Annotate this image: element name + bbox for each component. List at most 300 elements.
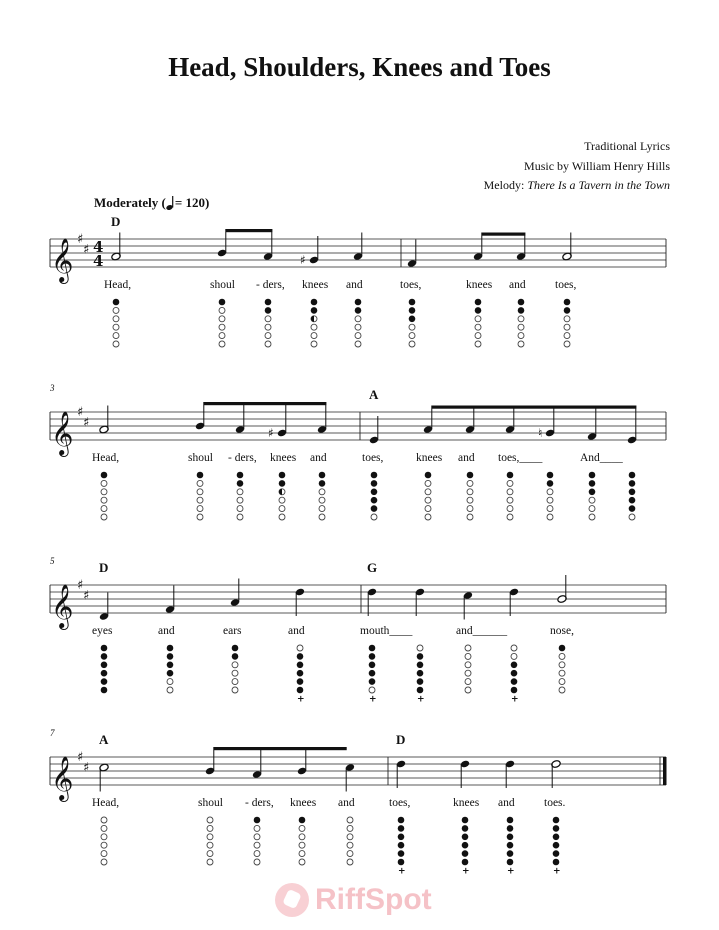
lyric-syllable: toes, [400, 279, 422, 291]
hole-open [265, 316, 271, 322]
lyric-syllable: shoul [188, 452, 213, 464]
hole-open [511, 653, 517, 659]
hole-open [507, 480, 513, 486]
hole-open [279, 497, 285, 503]
hole-closed [417, 687, 424, 694]
hole-open [417, 645, 423, 651]
hole-open [254, 851, 260, 857]
hole-open [347, 851, 353, 857]
hole-closed [297, 678, 304, 685]
hole-open [237, 514, 243, 520]
hole-closed [369, 678, 376, 685]
hole-closed [553, 825, 560, 832]
lyric-syllable: and [509, 279, 526, 291]
treble-clef-icon: 𝄞 [51, 238, 74, 282]
hole-open [101, 859, 107, 865]
hole-open [113, 341, 119, 347]
hole-open [219, 324, 225, 330]
lyrics-credit: Traditional Lyrics [584, 139, 670, 153]
hole-open [219, 316, 225, 322]
hole-open [101, 834, 107, 840]
lyric-syllable: knees [453, 797, 480, 809]
hole-open [279, 514, 285, 520]
hole-closed [475, 307, 482, 314]
lyric-syllable: nose, [550, 625, 574, 637]
note [362, 416, 384, 520]
key-sharp-c: ♯ [83, 242, 90, 258]
hole-closed [167, 670, 174, 677]
lyric-syllable: and [346, 279, 363, 291]
measure-number: 3 [50, 383, 55, 393]
hole-open [589, 514, 595, 520]
hole-closed [417, 670, 424, 677]
hole-closed [409, 299, 416, 306]
hole-closed [564, 307, 571, 314]
hole-open [167, 687, 173, 693]
sharp-accidental: ♯ [268, 426, 274, 440]
hole-closed [462, 859, 469, 866]
hole-open [518, 333, 524, 339]
hole-closed [507, 859, 514, 866]
lyric-syllable: and [338, 797, 355, 809]
note [415, 588, 425, 705]
hole-open [319, 497, 325, 503]
octave-plus-mark: + [507, 866, 515, 877]
hole-closed [311, 307, 318, 314]
lyric-syllable: toes, [555, 279, 577, 291]
hole-open [465, 653, 471, 659]
chord-symbol: D [99, 560, 109, 575]
hole-closed [511, 678, 518, 685]
note [104, 233, 131, 348]
key-sharp-f: ♯ [77, 578, 84, 593]
hole-open [355, 316, 361, 322]
hole-open [371, 514, 377, 520]
hole-open [347, 859, 353, 865]
hole-open [465, 670, 471, 676]
hole-open [425, 489, 431, 495]
hole-closed [409, 316, 416, 323]
note [210, 229, 235, 347]
hole-open [197, 514, 203, 520]
lyric-syllable: and [498, 797, 515, 809]
octave-plus-mark: + [369, 694, 377, 705]
hole-open [467, 497, 473, 503]
riffspot-logo [275, 880, 432, 920]
hole-open [219, 307, 225, 313]
hole-closed [254, 817, 261, 824]
hole-closed [371, 472, 378, 479]
hole-closed [629, 489, 636, 496]
hole-closed [417, 662, 424, 669]
hole-open [564, 333, 570, 339]
hole-open [369, 687, 375, 693]
lyric-syllable: knees [290, 797, 317, 809]
hole-open [207, 817, 213, 823]
hole-open [589, 497, 595, 503]
sharp-accidental: ♯ [300, 253, 306, 267]
note [310, 406, 327, 521]
note [498, 406, 543, 521]
guitar-pick-icon [275, 883, 309, 917]
hole-open [559, 662, 565, 668]
hole-closed [629, 480, 636, 487]
hole-open [347, 825, 353, 831]
hole-open [197, 506, 203, 512]
hole-open [467, 514, 473, 520]
hole-open [547, 497, 553, 503]
hole-open [101, 514, 107, 520]
hole-open [564, 341, 570, 347]
hole-closed [197, 472, 204, 479]
time-sig-bottom: 4 [93, 252, 104, 270]
hole-open [207, 842, 213, 848]
hole-closed [369, 670, 376, 677]
hole-open [237, 489, 243, 495]
hole-closed [101, 678, 108, 685]
hole-closed [417, 653, 424, 660]
hole-open [311, 324, 317, 330]
lyric-syllable: - ders, [228, 452, 257, 464]
hole-closed [369, 662, 376, 669]
hole-closed [232, 653, 239, 660]
hole-closed [462, 817, 469, 824]
hole-closed [113, 299, 120, 306]
hole-open [518, 324, 524, 330]
octave-plus-mark: + [553, 866, 561, 877]
note [544, 760, 566, 877]
hole-open [467, 506, 473, 512]
note [198, 747, 223, 865]
hole-open [467, 489, 473, 495]
hole-open [319, 514, 325, 520]
hole-closed [237, 480, 244, 487]
hole-closed [101, 670, 108, 677]
hole-closed [398, 834, 405, 841]
hole-open [564, 324, 570, 330]
beam [226, 229, 272, 232]
note [92, 593, 113, 694]
hole-closed [518, 307, 525, 314]
hole-open [232, 670, 238, 676]
hole-open [167, 679, 173, 685]
hole-open [207, 825, 213, 831]
key-sharp-c: ♯ [83, 760, 90, 776]
hole-open [559, 653, 565, 659]
hole-closed [319, 480, 326, 487]
hole-closed [589, 472, 596, 479]
hole-open [507, 506, 513, 512]
tempo-open-paren: ( [161, 195, 166, 210]
staff-system-2 [49, 383, 666, 520]
chord-symbol: G [367, 560, 378, 575]
hole-closed [371, 480, 378, 487]
lyric-syllable: and [310, 452, 327, 464]
hole-open [465, 662, 471, 668]
beam [482, 233, 526, 236]
hole-open [207, 859, 213, 865]
hole-closed [507, 817, 514, 824]
hole-open [518, 316, 524, 322]
note [453, 760, 480, 877]
hole-open [254, 859, 260, 865]
hole-open [265, 324, 271, 330]
hole-closed [417, 678, 424, 685]
hole-closed [553, 817, 560, 824]
time-sig-top: 4 [93, 238, 104, 256]
hole-closed [279, 480, 286, 487]
hole-closed [265, 307, 272, 314]
lyric-syllable: ears [223, 625, 242, 637]
hole-closed [462, 850, 469, 857]
note [92, 406, 119, 521]
hole-closed [398, 825, 405, 832]
treble-clef-icon: 𝄞 [51, 411, 74, 455]
melody-title: There Is a Tavern in the Town [527, 178, 670, 192]
hole-open [589, 506, 595, 512]
hole-open [559, 679, 565, 685]
note [580, 413, 623, 521]
hole-open [409, 324, 415, 330]
hole-closed [369, 645, 376, 652]
lyric-syllable: toes,____ [498, 452, 543, 464]
hole-closed [507, 825, 514, 832]
note [458, 406, 475, 521]
beam [214, 747, 347, 750]
beam [204, 402, 326, 405]
lyric-syllable: Head, [92, 452, 120, 464]
lyric-syllable: shoul [198, 797, 223, 809]
song-title: Head, Shoulders, Knees and Toes [168, 52, 551, 82]
note [555, 233, 577, 348]
lyric-syllable: mouth____ [360, 625, 413, 637]
lyric-syllable: and [288, 625, 305, 637]
hole-open [101, 851, 107, 857]
hole-closed [553, 859, 560, 866]
hole-open [355, 324, 361, 330]
note [158, 586, 175, 694]
hole-closed [398, 817, 405, 824]
hole-open [475, 316, 481, 322]
hole-open [465, 645, 471, 651]
hole-closed [559, 645, 566, 652]
hole-closed [232, 645, 239, 652]
tempo-close-paren: ) [205, 195, 210, 210]
note [498, 760, 515, 877]
lyric-syllable: - ders, [256, 279, 285, 291]
octave-plus-mark: + [417, 694, 425, 705]
hole-closed [629, 497, 636, 504]
hole-closed [409, 307, 416, 314]
hole-open [319, 506, 325, 512]
note [550, 575, 574, 693]
hole-closed [371, 497, 378, 504]
hole-closed [425, 472, 432, 479]
lyric-syllable: - ders, [245, 797, 274, 809]
hole-open [547, 506, 553, 512]
hole-open [232, 687, 238, 693]
lyric-syllable: and______ [456, 625, 508, 637]
hole-closed [369, 653, 376, 660]
note [223, 579, 242, 694]
hole-closed [237, 472, 244, 479]
hole-closed [167, 662, 174, 669]
note [256, 233, 285, 348]
hole-closed [297, 670, 304, 677]
note [290, 747, 317, 865]
key-sharp-f: ♯ [77, 405, 84, 420]
octave-plus-mark: + [462, 866, 470, 877]
hole-open [465, 679, 471, 685]
hole-open [113, 324, 119, 330]
hole-closed [398, 859, 405, 866]
treble-clef-icon: 𝄞 [51, 584, 74, 628]
octave-plus-mark: + [297, 694, 305, 705]
hole-closed [279, 472, 286, 479]
note [400, 240, 422, 348]
lyric-syllable: Head, [92, 797, 120, 809]
lyric-syllable: and [158, 625, 175, 637]
hole-closed [311, 299, 318, 306]
hole-open [232, 662, 238, 668]
hole-open [237, 506, 243, 512]
key-sharp-c: ♯ [83, 415, 90, 431]
hole-closed [167, 645, 174, 652]
hole-open [475, 324, 481, 330]
hole-closed [629, 505, 636, 512]
treble-clef-icon: 𝄞 [51, 756, 74, 800]
hole-open [279, 506, 285, 512]
note [466, 233, 493, 348]
hole-open [559, 687, 565, 693]
hole-closed [101, 653, 108, 660]
hole-open [518, 341, 524, 347]
hole-open [265, 341, 271, 347]
hole-open [564, 316, 570, 322]
hole-open [219, 341, 225, 347]
hole-open [347, 842, 353, 848]
key-sharp-f: ♯ [77, 750, 84, 765]
hole-closed [398, 842, 405, 849]
hole-open [299, 834, 305, 840]
hole-closed [547, 472, 554, 479]
hole-closed [101, 662, 108, 669]
hole-closed [371, 505, 378, 512]
music-credit: Music by William Henry Hills [524, 158, 670, 173]
hole-closed [547, 480, 554, 487]
hole-open [101, 489, 107, 495]
measure-number: 7 [50, 728, 55, 738]
hole-open [197, 497, 203, 503]
hole-open [355, 333, 361, 339]
lyric-syllable: knees [270, 452, 297, 464]
hole-closed [511, 670, 518, 677]
hole-open [319, 489, 325, 495]
hole-open [507, 514, 513, 520]
hole-open [355, 341, 361, 347]
hole-open [629, 514, 635, 520]
lyric-syllable: Head, [104, 279, 132, 291]
tempo-text: Moderately [94, 195, 159, 210]
octave-plus-mark: + [511, 694, 519, 705]
hole-closed [511, 662, 518, 669]
hole-closed [101, 472, 108, 479]
hole-open [299, 859, 305, 865]
hole-open [409, 333, 415, 339]
hole-open [113, 316, 119, 322]
hole-open [219, 333, 225, 339]
hole-open [101, 825, 107, 831]
hole-closed [371, 489, 378, 496]
hole-open [425, 514, 431, 520]
hole-closed [507, 472, 514, 479]
lyric-syllable: toes, [389, 797, 411, 809]
note [228, 406, 257, 521]
hole-closed [564, 299, 571, 306]
hole-closed [467, 472, 474, 479]
hole-open [113, 333, 119, 339]
hole-closed [265, 299, 272, 306]
lyric-syllable: knees [302, 279, 329, 291]
key-sharp-f: ♯ [77, 232, 84, 247]
hole-closed [101, 687, 108, 694]
hole-open [113, 307, 119, 313]
hole-open [467, 480, 473, 486]
hole-closed [297, 653, 304, 660]
staff-system-1 [50, 214, 666, 347]
hole-open [197, 489, 203, 495]
hole-closed [219, 299, 226, 306]
lyric-syllable: knees [466, 279, 493, 291]
hole-closed [299, 817, 306, 824]
hole-closed [355, 299, 362, 306]
hole-closed [297, 687, 304, 694]
hole-closed [297, 662, 304, 669]
hole-open [507, 489, 513, 495]
measure-number: 5 [50, 556, 55, 566]
chord-symbol: A [369, 387, 379, 402]
hole-open [347, 817, 353, 823]
hole-open [347, 834, 353, 840]
note [188, 402, 213, 520]
hole-open [232, 679, 238, 685]
hole-open [101, 842, 107, 848]
staff-system-3 [50, 556, 666, 930]
hole-open [254, 825, 260, 831]
note [416, 406, 443, 521]
hole-closed [589, 480, 596, 487]
hole-open [101, 817, 107, 823]
final-barline-thick [663, 757, 667, 785]
hole-open [425, 497, 431, 503]
note [288, 588, 305, 705]
hole-closed [398, 850, 405, 857]
hole-closed [553, 850, 560, 857]
hole-open [465, 687, 471, 693]
hole-open [311, 341, 317, 347]
hole-closed [462, 825, 469, 832]
hole-open [507, 497, 513, 503]
hole-open [559, 670, 565, 676]
hole-open [254, 842, 260, 848]
hole-closed [507, 850, 514, 857]
hole-closed [553, 834, 560, 841]
hole-open [547, 489, 553, 495]
lyric-syllable: and [458, 452, 475, 464]
hole-closed [629, 472, 636, 479]
hole-open [425, 480, 431, 486]
hole-closed [553, 842, 560, 849]
